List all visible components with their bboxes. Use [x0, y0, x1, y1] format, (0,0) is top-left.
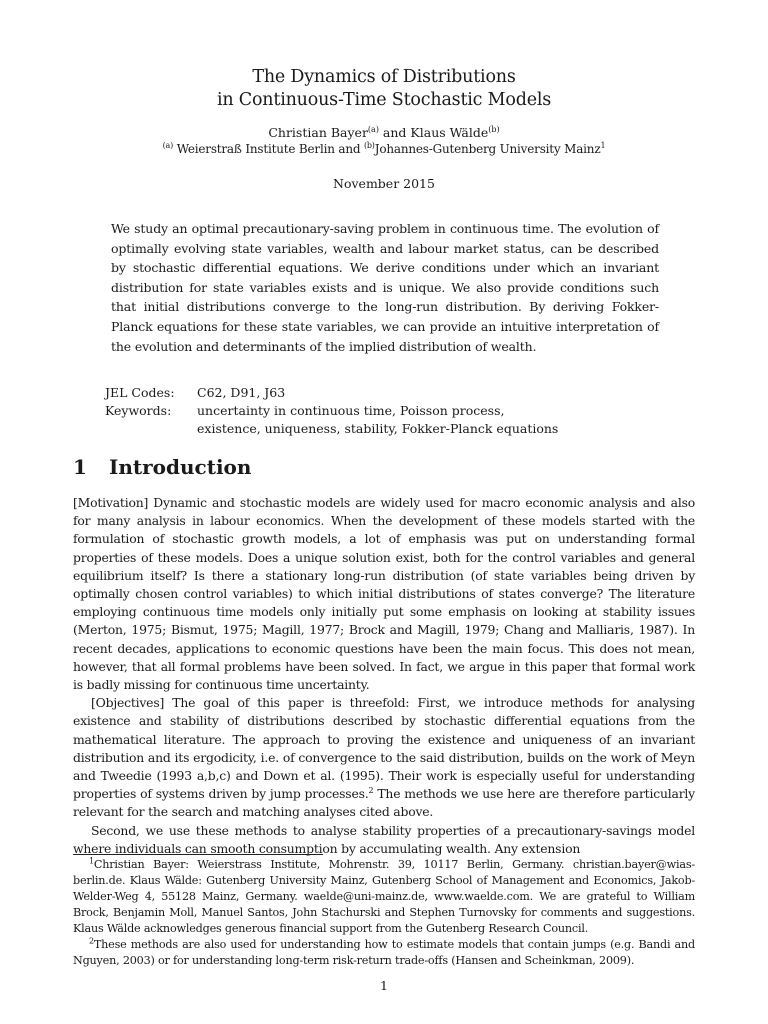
paragraph-second: Second, we use these methods to analyse stability properties of a precautionary-savings model where individuals can smooth consumption by accumulating wealth. Any extension [73, 822, 695, 856]
jel-codes-label: JEL Codes: [105, 385, 175, 400]
paragraph-objectives-text-cont: The methods we use here are therefore particularly relevant for the search and matching analyses cited above. [73, 786, 695, 820]
jel-codes-value: C62, D91, J63 [197, 385, 286, 400]
author-2: Klaus Wälde [410, 125, 489, 140]
affiliation-mark-b: (b) [363, 141, 375, 150]
footnote-ref-2: 2 [368, 786, 374, 796]
footnotes [73, 857, 695, 969]
affiliation-b: Johannes-Gutenberg University Mainz [374, 142, 601, 156]
author-2-mark: (b) [488, 124, 500, 134]
affiliation-a: Weierstraß Institute Berlin and [176, 142, 361, 156]
paper-title-line-1: The Dynamics of Distributions [252, 67, 516, 87]
body-text [73, 494, 695, 858]
section-title: Introduction [109, 455, 252, 479]
footnote-rule [73, 854, 323, 855]
paper-title-line-2: in Continuous-Time Stochastic Models [216, 90, 552, 110]
affiliation-mark-a: (a) [162, 141, 174, 150]
paragraph-objectives [73, 694, 695, 821]
keywords-line-2: existence, uniqueness, stability, Fokker-Planck equations [197, 421, 559, 436]
author-1: Christian Bayer [268, 125, 368, 140]
page-number: 1 [380, 978, 388, 993]
jel-codes-row [105, 384, 285, 402]
keywords-label: Keywords: [105, 403, 172, 418]
footnote-2-mark: 2 [89, 936, 94, 946]
footnote-2 [73, 937, 695, 969]
footnote-2-text: These methods are also used for understanding how to estimate models that contain jumps (e.g. Bandi and Nguyen, 2003) or for understanding long-term risk-return trade-offs (Hansen and Scheinkman, 2009). [73, 938, 695, 967]
affiliation-line [0, 142, 768, 156]
author-line [0, 125, 768, 140]
footnote-1-text: Christian Bayer: Weierstrass Institute, Mohrenstr. 39, 10117 Berlin, Germany. christian.bayer@wias-berlin.de. Klaus Wälde: Gutenberg University Mainz, Gutenberg School of Management and Economics, Jakob-Welder-Weg 4, 55128 Mainz, Germany. waelde@uni-mainz.de, www.waelde.com. We are grateful to William Brock, Benjamin Moll, Manuel Santos, John Stachurski and Stephen Turnovsky for comments and suggestions. Klaus Wälde acknowledges generous financial support from the Gutenberg Research Council. [73, 858, 695, 935]
affiliation-footnote-ref: 1 [600, 141, 606, 150]
author-and: and [382, 125, 407, 140]
keywords-row-2 [105, 420, 558, 438]
abstract: We study an optimal precautionary-saving problem in continuous time. The evolution of optimally evolving state variables, wealth and labour market status, can be described by stochastic differential equations. We derive conditions under which an invariant distribution for state variables exists and is unique. We also provide conditions such that initial distributions converge to the long-run distribution. By deriving Fokker-Planck equations for these state variables, we can provide an intuitive interpretation of the evolution and determinants of the implied distribution of wealth. [111, 221, 659, 354]
footnote-1-mark: 1 [89, 856, 94, 866]
footnote-1 [73, 857, 695, 937]
paragraph-objectives-text: [Objectives] The goal of this paper is threefold: First, we introduce methods for analysing existence and stability of distributions described by stochastic differential equations from the mathematical literature. The approach to proving the existence and uniqueness of an invariant distribution and its ergodicity, i.e. of convergence to the said distribution, builds on the work of Meyn and Tweedie (1993 a,b,c) and Down et al. (1995). Their work is especially useful for understanding properties of systems driven by jump processes. [73, 695, 695, 802]
keywords-row [105, 402, 504, 420]
section-heading [73, 455, 251, 479]
section-number: 1 [73, 455, 87, 479]
keywords-line-1: uncertainty in continuous time, Poisson process, [197, 403, 505, 418]
paragraph-motivation: [Motivation] Dynamic and stochastic models are widely used for macro economic analysis and also for many analysis in labour economics. When the development of these models started with the formulation of stochastic growth models, a lot of emphasis was put on understanding formal properties of these models. Does a unique solution exist, both for the control variables and general equilibrium itself? Is there a stationary long-run distribution (of state variables being driven by optimally chosen control variables) to which initial distributions of states converge? The literature employing continuous time models only initially put some emphasis on looking at stability issues (Merton, 1975; Bismut, 1975; Magill, 1977; Brock and Magill, 1979; Chang and Malliaris, 1987). In recent decades, applications to economic questions have been the main focus. This does not mean, however, that all formal problems have been solved. In fact, we argue in this paper that formal work is badly missing for continuous time uncertainty. [73, 495, 695, 693]
paper-date: November 2015 [333, 176, 435, 191]
author-1-mark: (a) [367, 124, 379, 134]
